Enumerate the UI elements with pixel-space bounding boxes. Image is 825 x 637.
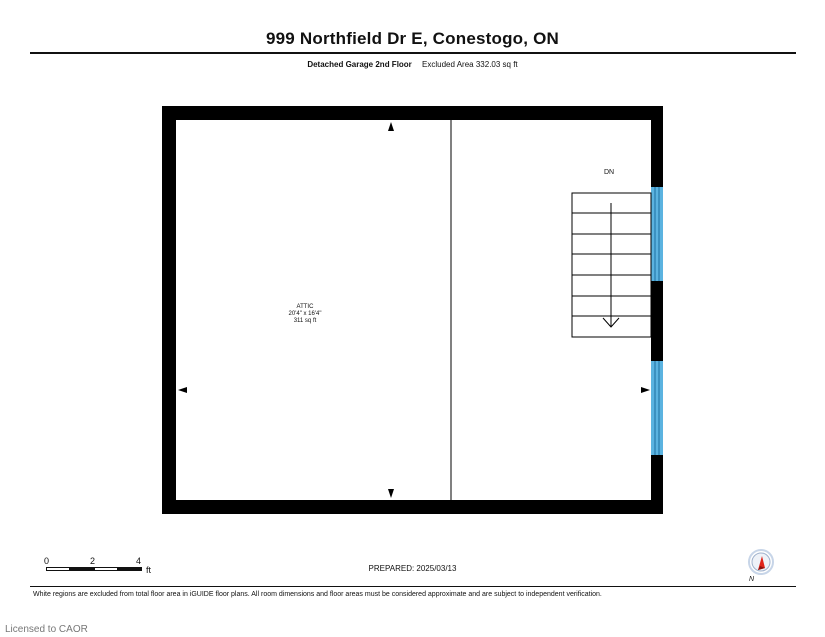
room-name: ATTIC bbox=[296, 304, 314, 310]
scale-unit: ft bbox=[146, 565, 152, 575]
room-dimensions: 20'4" x 16'4" bbox=[288, 311, 322, 317]
license-watermark: Licensed to CAOR bbox=[5, 624, 88, 635]
room-label bbox=[280, 304, 330, 325]
compass-north-label: N bbox=[749, 576, 755, 583]
window-lower bbox=[651, 361, 663, 455]
scale-label-4: 4 bbox=[136, 556, 142, 566]
scale-label-0: 0 bbox=[44, 556, 50, 566]
room-area: 311 sq ft bbox=[293, 318, 317, 324]
prepared-date: PREPARED: 2025/03/13 bbox=[368, 564, 457, 573]
disclaimer-text: White regions are excluded from total floor area in iGUIDE floor plans. All room dimensions and floor areas must be considered approximate and are subject to independent verification. bbox=[33, 591, 602, 598]
window-upper bbox=[651, 187, 663, 281]
attic-floor bbox=[176, 120, 651, 500]
scale-label-2: 2 bbox=[90, 556, 96, 566]
stairs-label: DN bbox=[604, 169, 615, 176]
plan-title: 999 Northfield Dr E, Conestogo, ON bbox=[266, 29, 559, 48]
floor-name: Detached Garage 2nd Floor bbox=[307, 60, 412, 69]
footer-divider bbox=[30, 586, 796, 587]
compass-icon bbox=[746, 548, 778, 589]
excluded-area: Excluded Area 332.03 sq ft bbox=[422, 60, 518, 69]
